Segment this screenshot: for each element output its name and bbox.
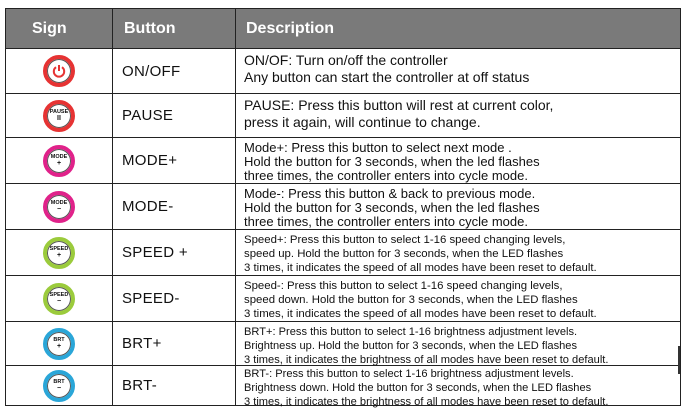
button-name: BRT- [122,377,158,394]
button-name: ON/OFF [122,62,181,80]
table-row [6,137,680,183]
description: BRT+: Press this button to select 1-16 brightness adjustment levels. Brightness up. Hold the button for 3 seconds, when the LED flashes 3 times, it indicates the brightness of all modes have been reset to default. [244,326,609,366]
scroll-marker [678,346,680,374]
button-name: SPEED- [122,290,180,307]
button-description-table [5,8,681,406]
mode-minus-icon: MODE − [43,191,75,223]
header-description: Description [246,20,335,37]
description: ON/OF: Turn on/off the controller Any button can start the controller at off status [244,52,530,85]
table-row [6,365,680,408]
power-icon [43,55,75,87]
brightness-minus-icon: BRT − [43,370,75,402]
pause-icon: PAUSE II [43,100,75,132]
button-name: PAUSE [122,107,174,124]
description: Speed+: Press this button to select 1-16 speed changing levels, speed up. Hold the button for 3 seconds, when the LED flashes 3 times, it indicates the speed of all modes have been reset to default. [244,234,597,274]
table-row [6,321,680,365]
description: BRT-: Press this button to select 1-16 brightness adjustment levels. Brightness down. Hold the button for 3 seconds, when the LED flashes 3 times, it indicates the brightness of all modes have been reset to default. [244,368,609,408]
table-row [6,275,680,321]
table-row [6,48,680,93]
table-row [6,229,680,275]
button-name: MODE- [122,198,174,215]
table-row [6,93,680,137]
header-button: Button [124,20,176,37]
description: PAUSE: Press this button will rest at current color, press it again, will continue to change. [244,97,554,130]
table-header [6,9,680,48]
button-name: MODE+ [122,152,178,169]
table-row [6,183,680,229]
header-sign: Sign [32,20,67,37]
speed-plus-icon: SPEED + [43,237,75,269]
button-name: BRT+ [122,335,162,352]
brightness-plus-icon: BRT + [43,328,75,360]
description: Mode+: Press this button to select next mode . Hold the button for 3 seconds, when the led flashes three times, the controller enters into cycle mode. [244,140,540,183]
button-name: SPEED + [122,244,188,261]
mode-plus-icon: MODE + [43,145,75,177]
speed-minus-icon: SPEED − [43,283,75,315]
description: Speed-: Press this button to select 1-16 speed changing levels, speed down. Hold the button for 3 seconds, when the LED flashes 3 times, it indicates the speed of all modes have been reset to default. [244,280,597,320]
description: Mode-: Press this button & back to previous mode. Hold the button for 3 seconds, when the led flashes three times, the controller enters into cycle mode. [244,186,540,229]
